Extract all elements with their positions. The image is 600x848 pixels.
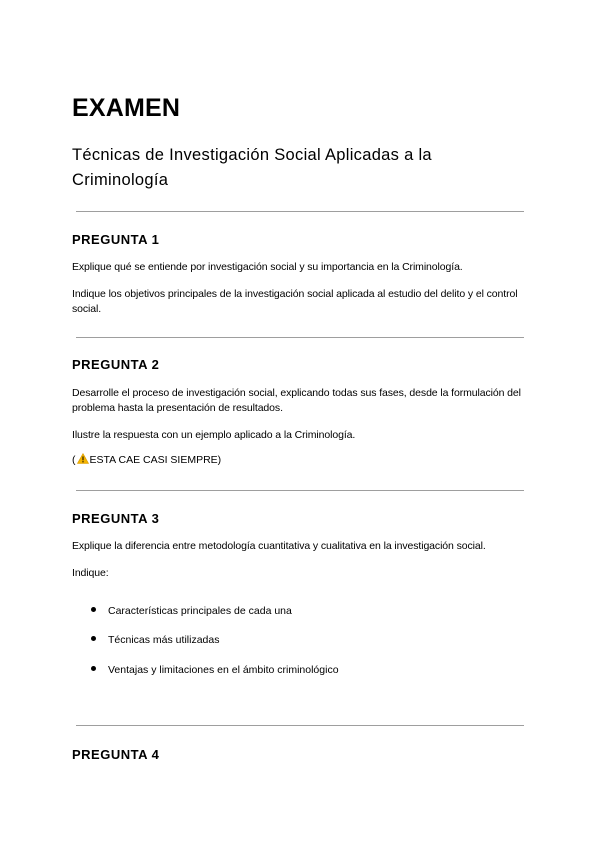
warning-icon [77,453,89,464]
section-divider [76,725,524,726]
section-divider [76,211,524,212]
list-item: Ventajas y limitaciones en el ámbito criminológico [91,663,339,678]
question-1-heading: PREGUNTA 1 [72,232,160,247]
subtitle-line-2: Criminología [72,171,169,189]
bullet-icon [91,666,96,671]
list-item: Técnicas más utilizadas [91,633,219,648]
question-1-paragraph-1: Explique qué se entiende por investigación social y su importancia en la Criminología. [72,261,463,273]
question-2-heading: PREGUNTA 2 [72,357,160,372]
question-2-paragraph-2: Ilustre la respuesta con un ejemplo aplicado a la Criminología. [72,429,356,441]
document-subtitle [72,143,512,193]
list-item: Características principales de cada una [91,604,292,619]
note-text: ESTA CAE CASI SIEMPRE) [89,454,222,466]
section-divider [76,490,524,491]
question-3-paragraph-1: Explique la diferencia entre metodología cuantitativa y cualitativa en la investigación social. [72,540,486,552]
note-open-paren: ( [72,454,76,466]
bullet-icon [91,607,96,612]
subtitle-line-1: Técnicas de Investigación Social Aplicadas a la [72,146,432,164]
question-2-paragraph-1: Desarrolle el proceso de investigación social, explicando todas sus fases, desde la formulación del problema hasta la presentación de resultados. [72,387,521,414]
section-divider [76,337,524,338]
question-4-heading: PREGUNTA 4 [72,747,160,762]
question-2-note [72,453,221,468]
bullet-icon [91,636,96,641]
document-title: EXAMEN [72,94,181,122]
question-1-paragraph-2: Indique los objetivos principales de la investigación social aplicada al estudio del delito y el control social. [72,288,518,315]
question-3-paragraph-2: Indique: [72,567,109,579]
question-3-heading: PREGUNTA 3 [72,511,160,526]
